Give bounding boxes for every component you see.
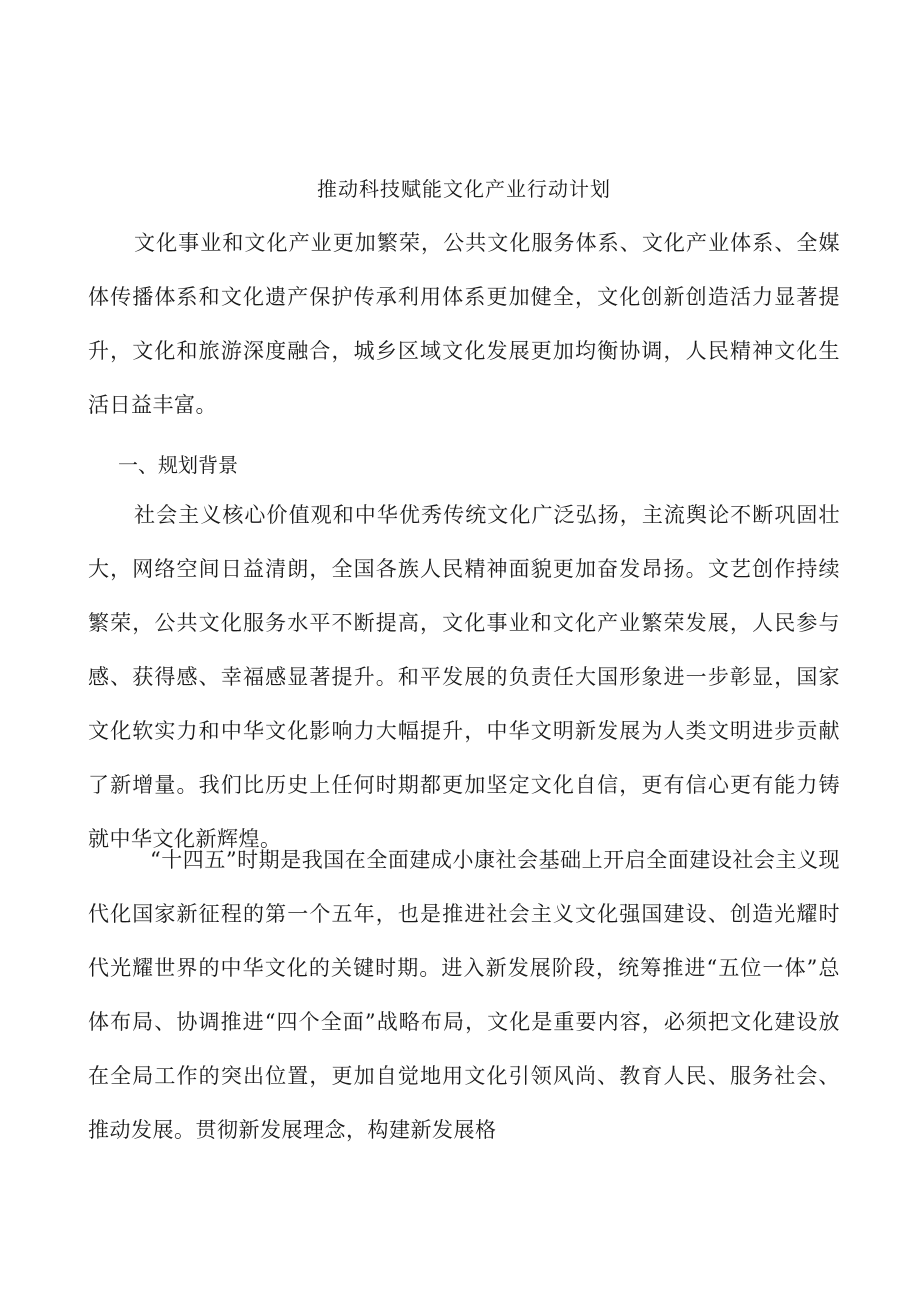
body-paragraph-1: 社会主义核心价值观和中华优秀传统文化广泛弘扬，主流舆论不断巩固壮大，网络空间日益清朗，全国各族人民精神面貌更加奋发昂扬。文艺创作持续繁荣，公共文化服务水平不断提高，文化事业和文化产业繁荣发展，人民参与感、获得感、幸福感显著提升。和平发展的负责任大国形象进一步彰显，国家文化软实力和中华文化影响力大幅提升，中华文明新发展为人类文明进步贡献了新增量。我们比历史上任何时期都更加坚定文化自信，更有信心更有能力铸就中华文化新辉煌。 <box>88 503 840 851</box>
section-heading: 一、规划背景 <box>118 453 238 477</box>
intro-paragraph: 文化事业和文化产业更加繁荣，公共文化服务体系、文化产业体系、全媒体传播体系和文化遗产保护传承利用体系更加健全，文化创新创造活力显著提升，文化和旅游深度融合，城乡区域文化发展更加均衡协调，人民精神文化生活日益丰富。 <box>88 231 840 417</box>
body-paragraph-2: “十四五”时期是我国在全面建成小康社会基础上开启全面建设社会主义现代化国家新征程的第一个五年，也是推进社会主义文化强国建设、创造光耀时代光耀世界的中华文化的关键时期。进入新发展阶段，统筹推进“五位一体”总体布局、协调推进“四个全面”战略布局，文化是重要内容，必须把文化建设放在全局工作的突出位置，更加自觉地用文化引领风尚、教育人民、服务社会、推动发展。贯彻新发展理念，构建新发展格 <box>88 848 840 1142</box>
document-title: 推动科技赋能文化产业行动计划 <box>317 177 611 201</box>
